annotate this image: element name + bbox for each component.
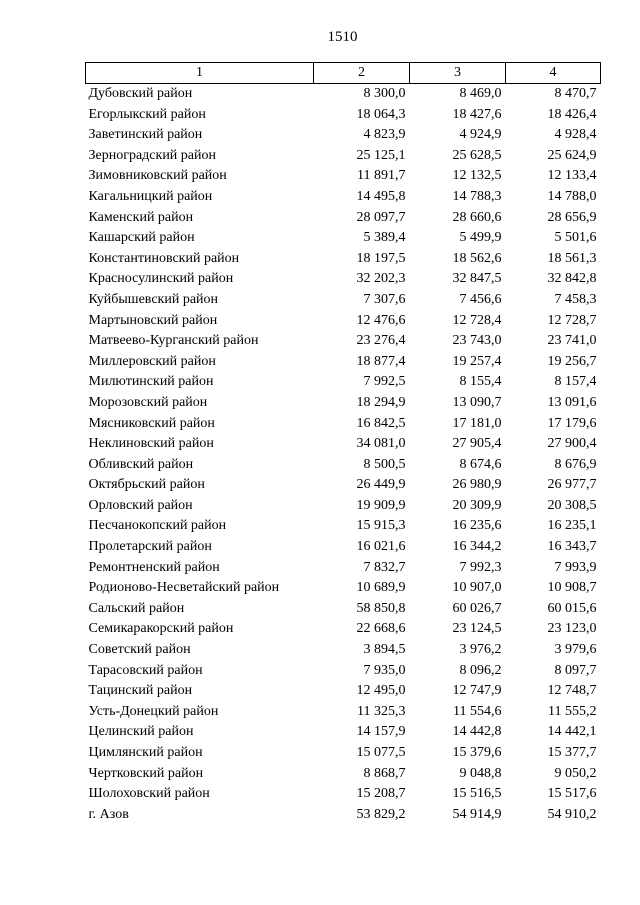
value-col-3: 3 976,2: [459, 642, 502, 658]
district-name: Советский район: [88, 642, 191, 658]
value-col-2: 16 021,6: [356, 539, 406, 555]
district-name: Кашарский район: [88, 230, 195, 246]
district-name: Родионово-Несветайский район: [88, 580, 280, 596]
value-col-4: 27 900,4: [547, 436, 597, 452]
value-col-4: 18 426,4: [547, 106, 597, 122]
table-row: [86, 475, 601, 496]
district-name: Цимлянский район: [88, 745, 203, 760]
value-col-3: 7 456,6: [459, 291, 502, 307]
value-col-4: 28 656,9: [547, 209, 597, 225]
value-col-3: 9 048,8: [459, 765, 502, 781]
value-col-2: 7 832,7: [363, 559, 406, 575]
value-col-4: 8 470,7: [554, 86, 597, 101]
value-col-3: 13 090,7: [452, 394, 502, 410]
value-col-2: 32 202,3: [356, 271, 406, 287]
district-name: Октябрьский район: [88, 477, 205, 493]
value-col-3: 8 096,2: [459, 662, 502, 678]
district-name: Сальский район: [88, 600, 185, 616]
value-col-4: 7 458,3: [554, 291, 597, 307]
value-col-2: 18 197,5: [356, 250, 406, 266]
value-col-4: 26 977,7: [547, 477, 597, 493]
table-body: [86, 84, 601, 826]
value-col-2: 8 300,0: [363, 86, 406, 101]
value-col-2: 10 689,9: [356, 580, 406, 596]
value-col-2: 26 449,9: [356, 477, 406, 493]
value-col-3: 5 499,9: [459, 230, 502, 246]
district-name: Кагальницкий район: [88, 188, 213, 204]
value-col-2: 8 500,5: [363, 456, 406, 472]
value-col-2: 19 909,9: [356, 497, 406, 513]
district-name: Пролетарский район: [88, 539, 212, 555]
value-col-2: 12 495,0: [356, 683, 406, 699]
value-col-2: 11 891,7: [357, 168, 406, 184]
district-name: Усть-Донецкий район: [88, 703, 219, 719]
value-col-2: 7 307,6: [363, 291, 406, 307]
district-name: Песчанокопский район: [88, 518, 227, 534]
value-col-2: 58 850,8: [356, 600, 406, 616]
value-col-3: 14 442,8: [452, 724, 502, 740]
value-col-4: 25 624,9: [547, 147, 597, 163]
value-col-3: 26 980,9: [452, 477, 502, 493]
value-col-3: 15 516,5: [452, 786, 502, 802]
value-col-3: 17 181,0: [452, 415, 502, 431]
table-row: [86, 372, 601, 393]
district-name: Ремонтненский район: [88, 559, 220, 575]
value-col-3: 60 026,7: [452, 600, 502, 616]
value-col-4: 5 501,6: [554, 230, 597, 246]
header-col-1: 1: [86, 63, 314, 84]
value-col-2: 28 097,7: [356, 209, 406, 225]
value-col-3: 12 747,9: [452, 683, 502, 699]
value-col-2: 11 325,3: [357, 703, 406, 719]
table-row: [86, 269, 601, 290]
value-col-4: 7 993,9: [554, 559, 597, 575]
value-col-3: 20 309,9: [452, 497, 502, 513]
value-col-4: 18 561,3: [547, 250, 597, 266]
value-col-3: 54 914,9: [452, 806, 502, 822]
table-row: [86, 784, 601, 805]
table-row: [86, 681, 601, 702]
value-col-4: 17 179,6: [547, 415, 597, 431]
value-col-4: 12 748,7: [547, 683, 597, 699]
district-name: Дубовский район: [88, 86, 193, 101]
value-col-4: 13 091,6: [547, 394, 597, 410]
value-col-4: 60 015,6: [547, 600, 597, 616]
table-row: [86, 84, 601, 105]
value-col-3: 19 257,4: [452, 353, 502, 369]
district-name: Семикаракорский район: [88, 621, 234, 637]
table-header: [86, 63, 601, 84]
district-name: Каменский район: [88, 209, 194, 225]
table-row: [86, 722, 601, 743]
table-row: [86, 434, 601, 455]
table-row: [86, 208, 601, 229]
value-col-4: 15 517,6: [547, 786, 597, 802]
table-row: [86, 702, 601, 723]
table-row: [86, 578, 601, 599]
district-name: Красносулинский район: [88, 271, 234, 287]
value-col-4: 8 157,4: [554, 374, 597, 390]
value-col-4: 9 050,2: [554, 765, 597, 781]
table-row: [86, 249, 601, 270]
value-col-3: 18 427,6: [452, 106, 502, 122]
value-col-2: 5 389,4: [363, 230, 406, 246]
value-col-2: 7 992,5: [363, 374, 406, 390]
table-row: [86, 187, 601, 208]
district-name: Заветинский район: [88, 127, 203, 143]
district-name: Матвеево-Курганский район: [88, 333, 259, 349]
table-row: [86, 228, 601, 249]
value-col-4: 15 377,7: [547, 745, 597, 760]
table-row: [86, 105, 601, 126]
value-col-4: 19 256,7: [547, 353, 597, 369]
value-col-3: 7 992,3: [459, 559, 502, 575]
value-col-2: 12 476,6: [356, 312, 406, 328]
value-col-3: 8 674,6: [459, 456, 502, 472]
district-name: Мясниковский район: [88, 415, 215, 431]
table-row: [86, 537, 601, 558]
value-col-3: 18 562,6: [452, 250, 502, 266]
value-col-4: 14 442,1: [547, 724, 597, 740]
value-col-2: 3 894,5: [363, 642, 406, 658]
value-col-3: 16 235,6: [452, 518, 502, 534]
value-col-4: 16 343,7: [547, 539, 597, 555]
district-name: Зимовниковский район: [88, 168, 227, 184]
value-col-3: 23 743,0: [452, 333, 502, 349]
district-name: Мартыновский район: [88, 312, 218, 328]
value-col-3: 14 788,3: [452, 188, 502, 204]
district-name: Орловский район: [88, 497, 193, 513]
value-col-2: 18 064,3: [356, 106, 406, 122]
value-col-2: 34 081,0: [356, 436, 406, 452]
value-col-2: 15 915,3: [356, 518, 406, 534]
district-name: г. Азов: [88, 806, 129, 822]
table-row: [86, 516, 601, 537]
value-col-3: 11 554,6: [453, 703, 502, 719]
district-name: Шолоховский район: [88, 786, 210, 802]
district-name: Целинский район: [88, 724, 194, 740]
value-col-4: 32 842,8: [547, 271, 597, 287]
value-col-3: 12 132,5: [452, 168, 502, 184]
district-name: Тацинский район: [88, 683, 193, 699]
header-col-3: 3: [410, 63, 506, 84]
page-number: 1510: [327, 29, 358, 45]
table-row: [86, 125, 601, 146]
value-col-3: 8 469,0: [459, 86, 502, 101]
value-col-2: 15 208,7: [356, 786, 406, 802]
table-row: [86, 146, 601, 167]
table-row: [86, 640, 601, 661]
district-name: Морозовский район: [88, 394, 208, 410]
value-col-2: 8 868,7: [363, 765, 406, 781]
district-name: Обливский район: [88, 456, 194, 472]
table-row: [86, 290, 601, 311]
value-col-2: 53 829,2: [356, 806, 406, 822]
district-name: Константиновский район: [88, 250, 240, 266]
value-col-4: 12 133,4: [547, 168, 597, 184]
district-name: Миллеровский район: [88, 353, 216, 369]
value-col-2: 23 276,4: [356, 333, 406, 349]
header-row: [86, 63, 601, 84]
value-col-4: 10 908,7: [547, 580, 597, 596]
value-col-3: 15 379,6: [452, 745, 502, 760]
table-row: [86, 599, 601, 620]
table-row: [86, 764, 601, 785]
value-col-3: 16 344,2: [452, 539, 502, 555]
district-name: Егорлыкский район: [88, 106, 206, 122]
value-col-2: 14 157,9: [356, 724, 406, 740]
value-col-3: 32 847,5: [452, 271, 502, 287]
district-name: Куйбышевский район: [88, 291, 219, 307]
value-col-2: 22 668,6: [356, 621, 406, 637]
table-row: [86, 166, 601, 187]
value-col-3: 27 905,4: [452, 436, 502, 452]
value-col-4: 14 788,0: [547, 188, 597, 204]
table-row: [86, 619, 601, 640]
value-col-4: 20 308,5: [547, 497, 597, 513]
value-col-3: 28 660,6: [452, 209, 502, 225]
header-col-2: 2: [314, 63, 410, 84]
district-name: Зерноградский район: [88, 147, 216, 163]
value-col-3: 25 628,5: [452, 147, 502, 163]
table-row: [86, 331, 601, 352]
table-row: [86, 455, 601, 476]
district-name: Чертковский район: [88, 765, 204, 781]
value-col-4: 16 235,1: [547, 518, 597, 534]
table-row: [86, 311, 601, 332]
value-col-4: 4 928,4: [554, 127, 597, 143]
value-col-4: 54 910,2: [547, 806, 597, 822]
value-col-3: 8 155,4: [459, 374, 502, 390]
data-table: [85, 62, 601, 825]
value-col-2: 18 877,4: [356, 353, 406, 369]
value-col-2: 18 294,9: [356, 394, 406, 410]
value-col-2: 25 125,1: [356, 147, 406, 163]
table-row: [86, 661, 601, 682]
value-col-4: 3 979,6: [554, 642, 597, 658]
value-col-2: 4 823,9: [363, 127, 406, 143]
table-row: [86, 805, 601, 826]
value-col-2: 15 077,5: [356, 745, 406, 760]
value-col-2: 14 495,8: [356, 188, 406, 204]
value-col-2: 7 935,0: [363, 662, 406, 678]
table-row: [86, 414, 601, 435]
value-col-4: 12 728,7: [547, 312, 597, 328]
value-col-3: 12 728,4: [452, 312, 502, 328]
value-col-4: 23 741,0: [547, 333, 597, 349]
table-row: [86, 496, 601, 517]
table-row: [86, 352, 601, 373]
value-col-4: 11 555,2: [548, 703, 597, 719]
table-row: [86, 393, 601, 414]
value-col-3: 23 124,5: [452, 621, 502, 637]
district-name: Неклиновский район: [88, 436, 214, 452]
value-col-4: 8 676,9: [554, 456, 597, 472]
district-name: Тарасовский район: [88, 662, 203, 678]
district-name: Милютинский район: [88, 374, 214, 390]
table-row: [86, 743, 601, 764]
value-col-4: 8 097,7: [554, 662, 597, 678]
value-col-2: 16 842,5: [356, 415, 406, 431]
header-col-4: 4: [506, 63, 601, 84]
table-row: [86, 558, 601, 579]
value-col-4: 23 123,0: [547, 621, 597, 637]
value-col-3: 10 907,0: [452, 580, 502, 596]
value-col-3: 4 924,9: [459, 127, 502, 143]
